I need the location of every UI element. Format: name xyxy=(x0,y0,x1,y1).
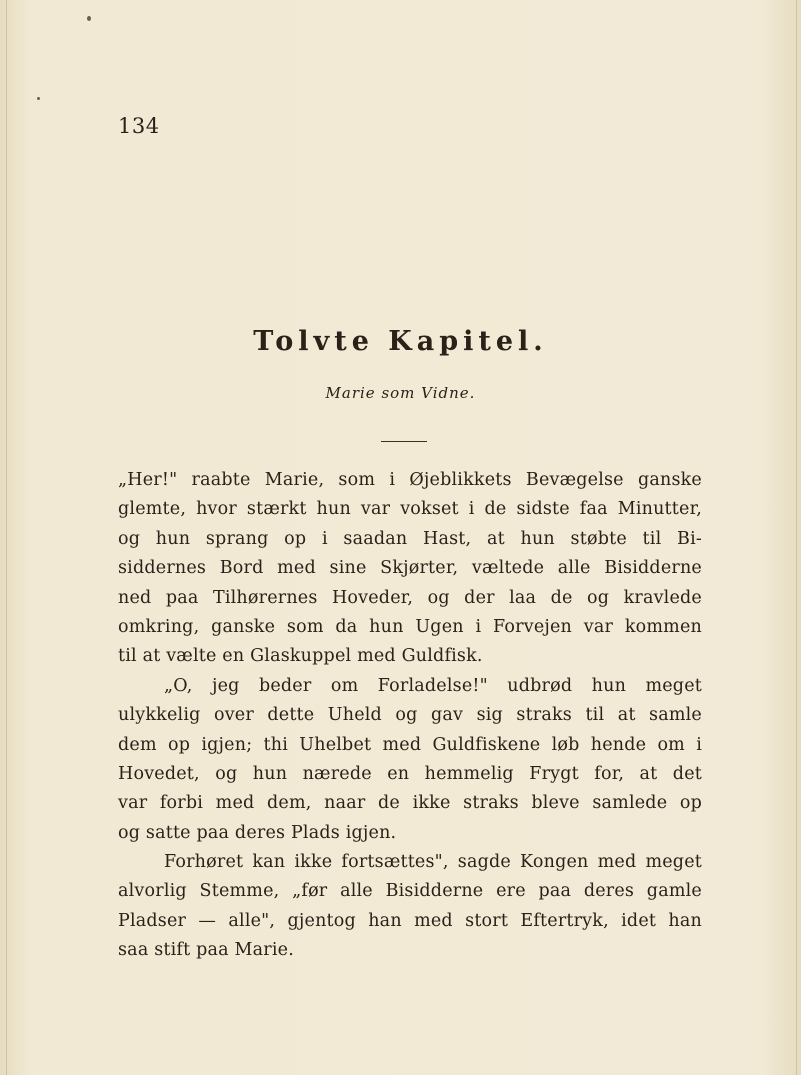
text-line: siddernes Bord med sine Skjørter, væltede alle Bisidderne xyxy=(118,558,702,579)
text-line: ned paa Tilhørernes Hoveder, og der laa de og kravlede xyxy=(118,587,702,608)
chapter-body xyxy=(118,466,702,966)
text-line: og hun sprang op i saadan Hast, at hun støbte til Bi- xyxy=(118,528,702,549)
section-divider xyxy=(381,441,427,442)
text-line: Pladser — alle", gjentog han med stort Eftertryk, idet han xyxy=(118,910,702,931)
chapter-subtitle: Marie som Vidne. xyxy=(325,384,476,402)
ink-speck xyxy=(37,97,40,100)
text-line: alvorlig Stemme, „før alle Bisidderne ere paa deres gamle xyxy=(118,881,702,902)
chapter-title: Tolvte Kapitel. xyxy=(253,326,548,357)
page-edge-left xyxy=(6,0,7,1075)
text-line: omkring, ganske som da hun Ugen i Forvejen var kommen xyxy=(118,616,702,637)
text-line: dem op igjen; thi Uhelbet med Guldfiskene løb hende om i xyxy=(118,734,702,755)
text-line: var forbi med dem, naar de ikke straks bleve samlede op xyxy=(118,793,702,814)
text-line: Forhøret kan ikke fortsættes", sagde Kongen med meget xyxy=(164,852,702,873)
text-line: „O, jeg beder om Forladelse!" udbrød hun meget xyxy=(164,675,702,696)
text-line: ulykkelig over dette Uheld og gav sig straks til at samle xyxy=(118,705,702,726)
page-edge-right xyxy=(796,0,797,1075)
text-line: saa stift paa Marie. xyxy=(118,940,294,961)
text-line: Hovedet, og hun nærede en hemmelig Frygt for, at det xyxy=(118,763,702,784)
text-line: „Her!" raabte Marie, som i Øjeblikkets Bevægelse ganske xyxy=(118,470,702,490)
text-line: til at vælte en Glaskuppel med Guldfisk. xyxy=(118,646,483,667)
page-number: 134 xyxy=(118,114,160,138)
ink-speck xyxy=(87,16,91,21)
text-line: og satte paa deres Plads igjen. xyxy=(118,822,397,843)
text-line: glemte, hvor stærkt hun var vokset i de sidste faa Minutter, xyxy=(118,499,702,520)
